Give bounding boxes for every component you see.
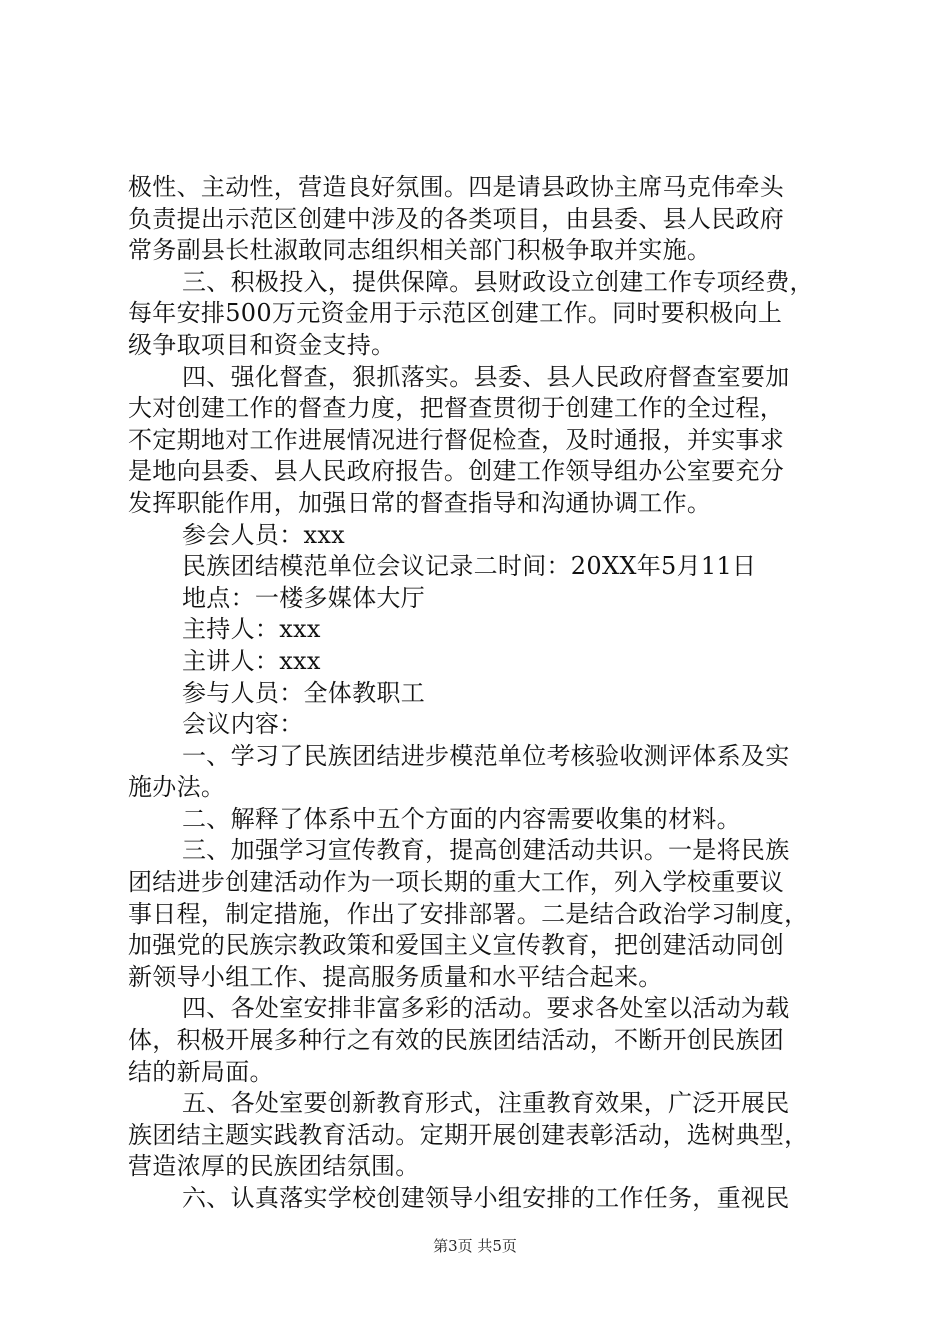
text-line: 六、认真落实学校创建领导小组安排的工作任务，重视民 <box>182 1184 790 1212</box>
text-line: 主讲人：xxx <box>182 646 321 675</box>
text-line: 大对创建工作的督查力度，把督查贯彻于创建工作的全过程， <box>128 394 785 423</box>
text-line: 四、强化督查，狠抓落实。县委、县人民政府督查室要加 <box>182 362 790 391</box>
text-line: 营造浓厚的民族团结氛围。 <box>128 1152 420 1181</box>
text-line: 不定期地对工作进展情况进行督促检查，及时通报，并实事求 <box>128 425 785 454</box>
text-line: 一、学习了民族团结进步模范单位考核验收测评体系及实 <box>182 741 790 770</box>
text-line: 参会人员：xxx <box>182 520 346 549</box>
text-line: 四、各处室安排非富多彩的活动。要求各处室以活动为载 <box>182 994 790 1023</box>
text-line: 二、解释了体系中五个方面的内容需要收集的材料。 <box>182 804 741 833</box>
text-line: 是地向县委、县人民政府报告。创建工作领导组办公室要充分 <box>128 457 785 486</box>
text-line: 事日程，制定措施，作出了安排部署。二是结合政治学习制度， <box>128 899 809 928</box>
text-line: 三、积极投入，提供保障。县财政设立创建工作专项经费， <box>182 267 814 296</box>
text-line: 加强党的民族宗教政策和爱国主义宣传教育，把创建活动同创 <box>128 931 785 960</box>
text-line: 参与人员：全体教职工 <box>182 678 425 707</box>
text-line: 负责提出示范区创建中涉及的各类项目，由县委、县人民政府 <box>128 204 785 233</box>
page-footer <box>0 1236 950 1256</box>
text-line: 结的新局面。 <box>128 1057 274 1086</box>
text-line: 团结进步创建活动作为一项长期的重大工作，列入学校重要议 <box>128 868 785 897</box>
text-line: 族团结主题实践教育活动。定期开展创建表彰活动，选树典型， <box>128 1120 809 1149</box>
text-line: 发挥职能作用，加强日常的督查指导和沟通协调工作。 <box>128 488 712 517</box>
text-line: 主持人：xxx <box>182 615 321 644</box>
text-line: 常务副县长杜淑敢同志组织相关部门积极争取并实施。 <box>128 236 712 265</box>
text-line: 级争取项目和资金支持。 <box>128 330 396 359</box>
text-line: 地点：一楼多媒体大厅 <box>182 583 425 612</box>
page-number: 第3页 共5页 <box>433 1237 517 1255</box>
text-line: 民族团结模范单位会议记录二时间：20XX年5月11日 <box>182 552 757 581</box>
text-line: 极性、主动性，营造良好氛围。四是请县政协主席马克伟牵头 <box>128 173 785 201</box>
text-line: 会议内容： <box>182 710 304 739</box>
text-line: 三、加强学习宣传教育，提高创建活动共识。一是将民族 <box>182 836 790 865</box>
text-line: 施办法。 <box>128 773 226 802</box>
text-line: 五、各处室要创新教育形式，注重教育效果，广泛开展民 <box>182 1089 790 1118</box>
document-body <box>128 172 828 1215</box>
text-line: 体，积极开展多种行之有效的民族团结活动，不断开创民族团 <box>128 1026 785 1055</box>
text-line: 新领导小组工作、提高服务质量和水平结合起来。 <box>128 962 663 991</box>
text-line: 每年安排500万元资金用于示范区创建工作。同时要积极向上 <box>128 299 783 328</box>
